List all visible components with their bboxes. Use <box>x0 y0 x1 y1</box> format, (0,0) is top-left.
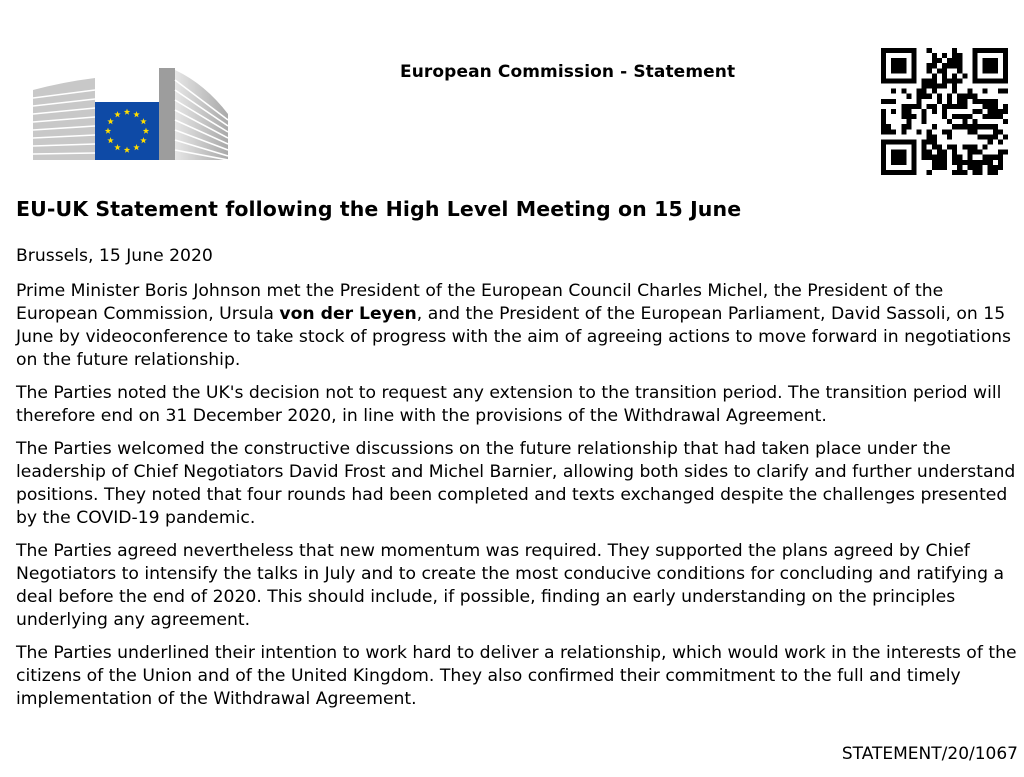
paragraph-3: The Parties welcomed the constructive discussions on the future relationship that had taken place under the leadership of Chief Negotiators David Frost and Michel Barnier, allowing both sides to clarify and further understand positions. They noted that four rounds had been completed and texts exchanged despite the challenges presented by the COVID-19 pandemic. <box>16 439 1016 528</box>
statement-reference: STATEMENT/20/1067 <box>841 744 1018 764</box>
paragraph-1-text-a: Prime Minister Boris Johnson met the President of the European Council Charles Michel, the President of the European Commission, Ursula <box>16 281 944 324</box>
document-title: EU-UK Statement following the High Level Meeting on 15 June <box>16 197 742 221</box>
paragraph-4: The Parties agreed nevertheless that new momentum was required. They supported the plans agreed by Chief Negotiators to intensify the talks in July and to create the most conducive conditions for concluding and ratifying a deal before the end of 2020. This should include, if possible, finding an early understanding on the principles underlying any agreement. <box>16 541 1004 630</box>
paragraph-1 <box>16 280 1022 372</box>
dateline: Brussels, 15 June 2020 <box>16 246 213 266</box>
statement-body <box>16 245 1022 721</box>
paragraph-1-bold-name: von der Leyen <box>279 304 417 324</box>
header-title: European Commission - Statement <box>400 62 736 82</box>
paragraph-2: The Parties noted the UK's decision not to request any extension to the transition period. The transition period will therefore end on 31 December 2020, in line with the provisions of the Withdrawal Agreement. <box>16 383 1002 426</box>
european-commission-logo <box>33 68 228 160</box>
qr-code-icon <box>881 48 1008 175</box>
paragraph-1-text-b: , and the President of the European Parliament, David Sassoli, on 15 June by videoconference to take stock of progress with the aim of agreeing actions to move forward in negotiations on the future relationship. <box>16 304 1011 370</box>
paragraph-5: The Parties underlined their intention to work hard to deliver a relationship, which would work in the interests of the citizens of the Union and of the United Kingdom. They also confirmed their commitment to the full and timely implementation of the Withdrawal Agreement. <box>16 643 1017 709</box>
